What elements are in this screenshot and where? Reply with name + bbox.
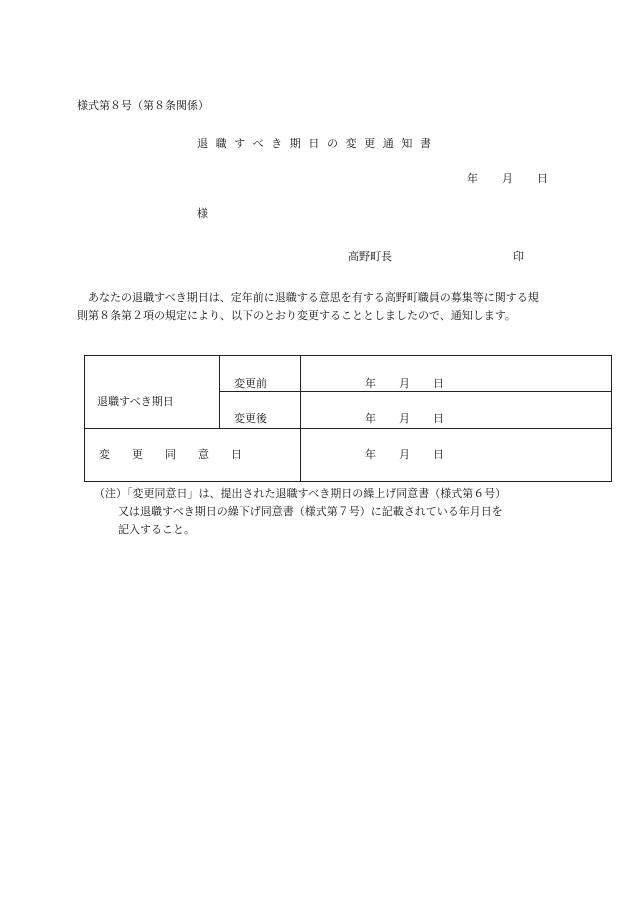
seal-mark: 印 — [513, 250, 524, 263]
sender-name: 高野町長 — [348, 250, 392, 263]
footnote-line-1: （注）「変更同意日」は、提出された退職すべき期日の繰上げ同意書（様式第６号） — [94, 487, 507, 500]
consent-date — [365, 448, 444, 461]
before-change-date — [365, 377, 444, 390]
change-table — [84, 355, 612, 482]
footnote-line-2: 又は退職すべき期日の繰下げ同意書（様式第７号）に記載されている年月日を — [118, 505, 503, 518]
issue-date-year: 年 — [467, 172, 478, 185]
before-change-label: 変更前 — [234, 377, 267, 390]
issue-date — [443, 172, 548, 185]
before-month: 月 — [399, 377, 410, 390]
addressee-suffix: 様 — [197, 207, 208, 220]
issue-date-month: 月 — [502, 172, 513, 185]
consent-month: 月 — [399, 448, 410, 461]
before-year: 年 — [365, 377, 376, 390]
retirement-date-label: 退職すべき期日 — [97, 395, 174, 408]
after-year: 年 — [365, 412, 376, 425]
after-day: 日 — [433, 412, 444, 425]
after-month: 月 — [399, 412, 410, 425]
form-number: 様式第８号（第８条関係） — [77, 99, 209, 112]
consent-year: 年 — [365, 448, 376, 461]
after-change-date — [365, 412, 444, 425]
issue-date-day: 日 — [537, 172, 548, 185]
before-day: 日 — [433, 377, 444, 390]
footnote — [94, 485, 506, 539]
consent-day: 日 — [433, 448, 444, 461]
consent-date-label: 変 更 同 意 日 — [99, 448, 242, 461]
document-title: 退職すべき期日の変更通知書 — [197, 137, 439, 150]
footnote-line-3: 記入すること。 — [118, 523, 195, 536]
notice-body: あなたの退職すべき期日は、定年前に退職する意思を有する高野町職員の募集等に関する規則第８条第２項の規定により、以下のとおり変更することとしましたので、通知します。 — [77, 291, 539, 322]
after-change-label: 変更後 — [234, 412, 267, 425]
